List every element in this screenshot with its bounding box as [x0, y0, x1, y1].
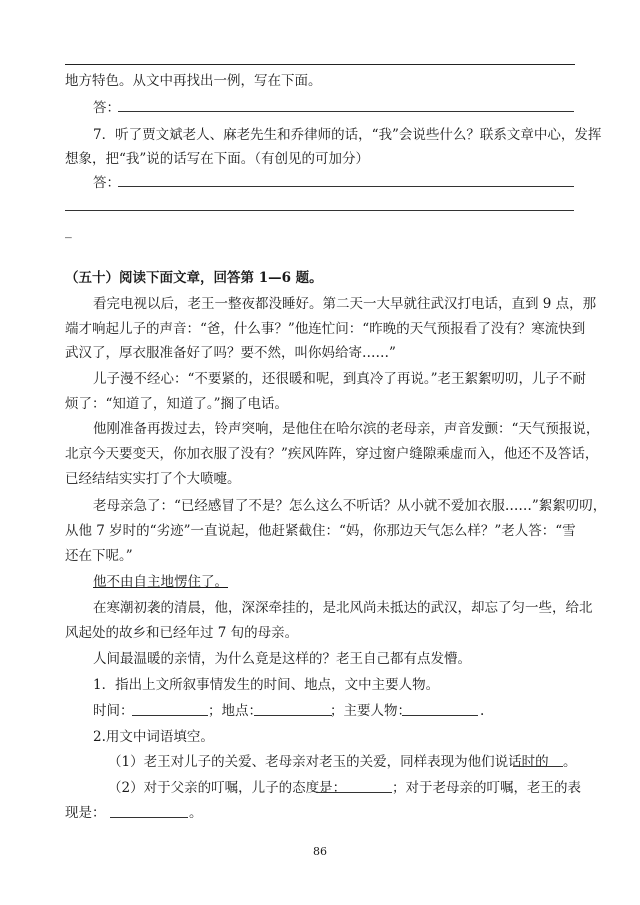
q1-time-blank[interactable]: [132, 715, 208, 716]
passage-line: 老母亲急了：“已经感冒了不是？怎么这么不听话？从小就不爱加衣服……”絮絮叨叨，: [93, 498, 607, 514]
question-2: 2.用文中词语填空。: [93, 729, 214, 745]
passage-line: 北京今天要变天，你加衣服了没有？”疾风阵阵，穿过窗户缝隙乘虚而入，他还不及答话，: [65, 446, 599, 462]
passage-line: 风起处的故乡和已经年过 7 旬的母亲。: [65, 625, 299, 641]
q1-period: .: [480, 703, 485, 719]
header-rule: [65, 64, 575, 65]
passage-line: 还在下呢。”: [65, 548, 133, 564]
answer-label: 答：: [93, 100, 120, 116]
q2-3-blank[interactable]: [110, 817, 188, 818]
page-number: 86: [313, 845, 327, 858]
stray-underscore: _: [65, 223, 72, 239]
passage-line: 从他 7 岁时的“劣迹”一直说起，他赶紧截住：“妈，你那边天气怎么样？”老人答：“雪: [65, 523, 576, 539]
answer-blank-7b[interactable]: [65, 210, 574, 211]
question-2-2: （2）对于父亲的叮嘱，儿子的态度是：: [108, 780, 347, 796]
passage-line: 人间最温暖的亲情，为什么竟是这样的？老王自己都有点发懵。: [93, 651, 471, 667]
continued-text: 地方特色。从文中再找出一例，写在下面。: [65, 73, 322, 89]
q1-time-label: 时间：: [93, 703, 134, 719]
answer-blank-6[interactable]: [118, 111, 574, 112]
question-2-3: 现是：: [65, 805, 106, 821]
passage-line: 已经结结实实打了个大喷嚏。: [65, 471, 241, 487]
q2-1-end: 。: [563, 754, 577, 770]
answer-blank-7a[interactable]: [118, 186, 574, 187]
passage-line: 儿子漫不经心：“不要紧的，还很暖和呢，到真冷了再说。”老王絮絮叨叨，儿子不耐: [93, 371, 587, 387]
q1-place-blank[interactable]: [254, 715, 332, 716]
passage-line: 看完电视以后，老王一整夜都没睡好。第二天一大早就往武汉打电话，直到 9 点，那: [93, 296, 597, 312]
passage-line: 他刚准备再拨过去，铃声突响，是他住在哈尔滨的老母亲，声音发颤：“天气预报说，: [93, 421, 600, 437]
question-2-1: （1）老王对儿子的关爱、老母亲对老玉的关爱，同样表现为他们说话时的: [108, 754, 549, 770]
q2-2-blank[interactable]: [316, 792, 392, 793]
answer-label-7: 答：: [93, 175, 120, 191]
q2-1-blank[interactable]: [513, 766, 563, 767]
passage-line: 烦了：“知道了，知道了。”搁了电话。: [65, 396, 289, 412]
section-heading: （五十）阅读下面文章，回答第 1—6 题。: [65, 270, 323, 286]
q1-place-label: ；地点：: [208, 703, 262, 719]
passage-line: 端才响起儿子的声音：“爸，什么事？”他连忙问：“昨晚的天气预报看了没有？寒流快到: [65, 321, 586, 337]
passage-line: 在寒潮初袭的清晨，他，深深牵挂的，是北风尚未抵达的武汉，却忘了匀一些，给北: [93, 600, 593, 616]
question-1: 1．指出上文所叙事情发生的时间、地点，文中主要人物。: [93, 677, 440, 693]
q1-person-label: ；主要人物：: [330, 703, 411, 719]
passage-line: 武汉了，厚衣服准备好了吗？要不然，叫你妈给寄……”: [65, 345, 396, 361]
q1-person-blank[interactable]: [402, 715, 478, 716]
q2-3-end: 。: [189, 805, 203, 821]
question-2-2-cont: ；对于老母亲的叮嘱，老王的表: [392, 780, 581, 796]
question-7-line-2: 想象，把“我”说的话写在下面。（有创见的可加分）: [65, 151, 370, 167]
underlined-sentence: 他不由自主地愣住了。: [93, 574, 228, 590]
question-7-line-1: 7．听了贾文斌老人、麻老先生和乔律师的话，“我”会说些什么？联系文章中心，发挥: [93, 127, 602, 143]
